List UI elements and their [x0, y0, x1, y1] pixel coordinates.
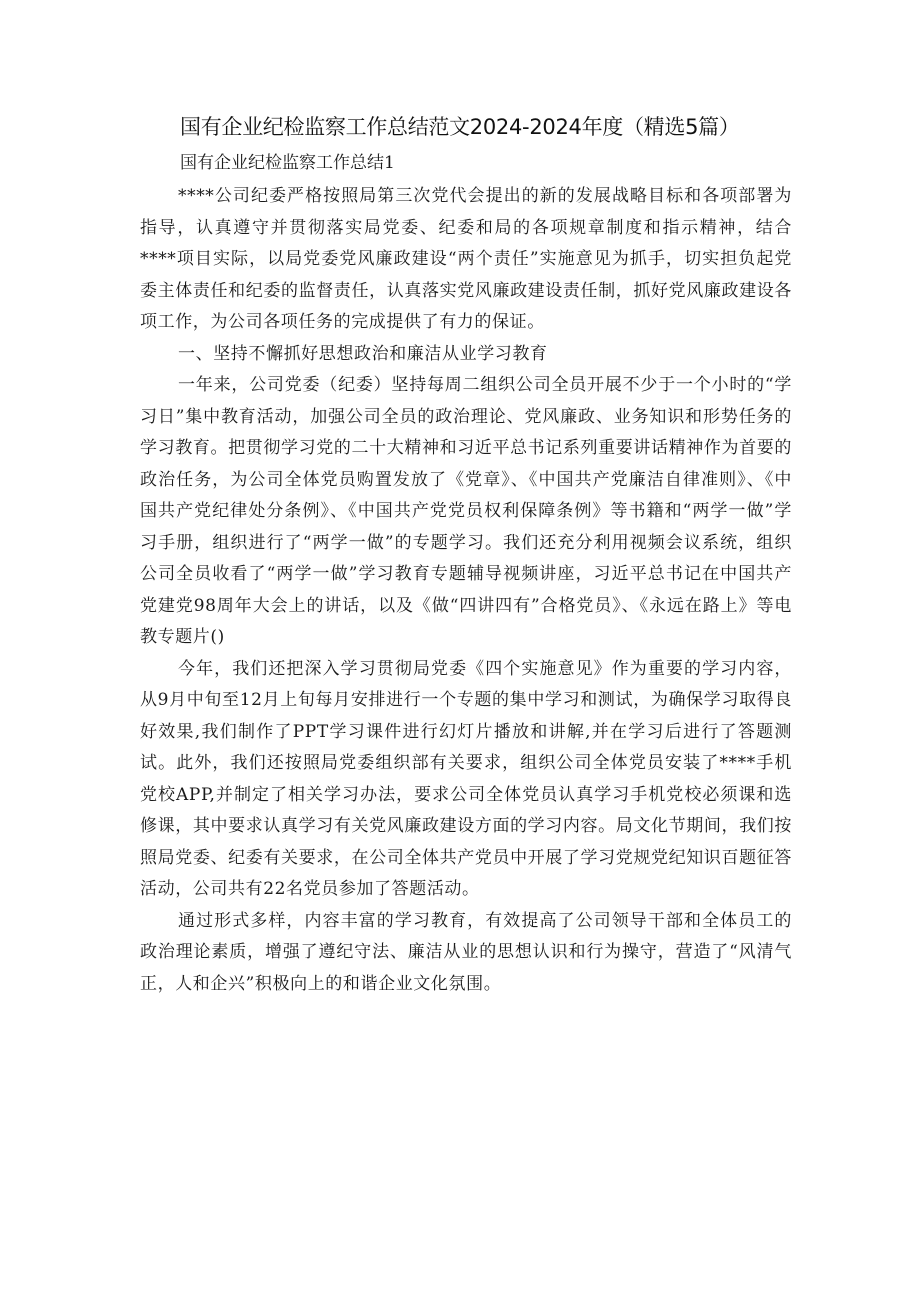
section-heading: 一、坚持不懈抓好思想政治和廉洁从业学习教育: [178, 343, 548, 364]
paragraph-study: 一年来，公司党委（纪委）坚持每周二组织公司全员开展不少于一个小时的“学习日”集中教育活动，加强公司全员的政治理论、党风廉政、业务知识和形势任务的学习教育。把贯彻学习党的二十大精神和习近平总书记系列重要讲话精神作为首要的政治任务，为公司全体党员购置发放了《党章》、《中国共产党廉洁自律准则》、《中国共产党纪律处分条例》、《中国共产党党员权利保障条例》等书籍和“两学一做”学习手册，组织进行了“两学一做”的专题学习。我们还充分利用视频会议系统，组织公司全员收看了“两学一做”学习教育专题辅导视频讲座，习近平总书记在中国共产党建党98周年大会上的讲话，以及《做“四讲四有”合格党员》、《永远在路上》等电教专题片(): [140, 375, 792, 647]
paragraph-this-year: 今年，我们还把深入学习贯彻局党委《四个实施意见》作为重要的学习内容，从9月中旬至12月上旬每月安排进行一个专题的集中学习和测试，为确保学习取得良好效果,我们制作了PPT学习课件进行幻灯片播放和讲解,并在学习后进行了答题测试。此外，我们还按照局党委组织部有关要求，组织公司全体党员安装了****手机党校APP,并制定了相关学习办法，要求公司全体党员认真学习手机党校必须课和选修课，其中要求认真学习有关党风廉政建设方面的学习内容。局文化节期间，我们按照局党委、纪委有关要求，在公司全体共产党员中开展了学习党规党纪知识百题征答活动，公司共有22名党员参加了答题活动。: [140, 658, 792, 899]
document-body: [140, 181, 792, 1000]
document-subtitle: 国有企业纪检监察工作总结1: [180, 153, 395, 173]
paragraph-intro: ****公司纪委严格按照局第三次党代会提出的新的发展战略目标和各项部署为指导，认真遵守并贯彻落实局党委、纪委和局的各项规章制度和指示精神，结合****项目实际，以局党委党风廉政建设“两个责任”实施意见为抓手，切实担负起党委主体责任和纪委的监督责任，认真落实党风廉政建设责任制，抓好党风廉政建设各项工作，为公司各项任务的完成提供了有力的保证。: [140, 186, 792, 332]
paragraph-conclusion: 通过形式多样，内容丰富的学习教育，有效提高了公司领导干部和全体员工的政治理论素质，增强了遵纪守法、廉洁从业的思想认识和行为操守，营造了“风清气正，人和企兴”积极向上的和谐企业文化氛围。: [140, 910, 792, 994]
document-title: 国有企业纪检监察工作总结范文2024-2024年度（精选5篇）: [180, 115, 740, 139]
